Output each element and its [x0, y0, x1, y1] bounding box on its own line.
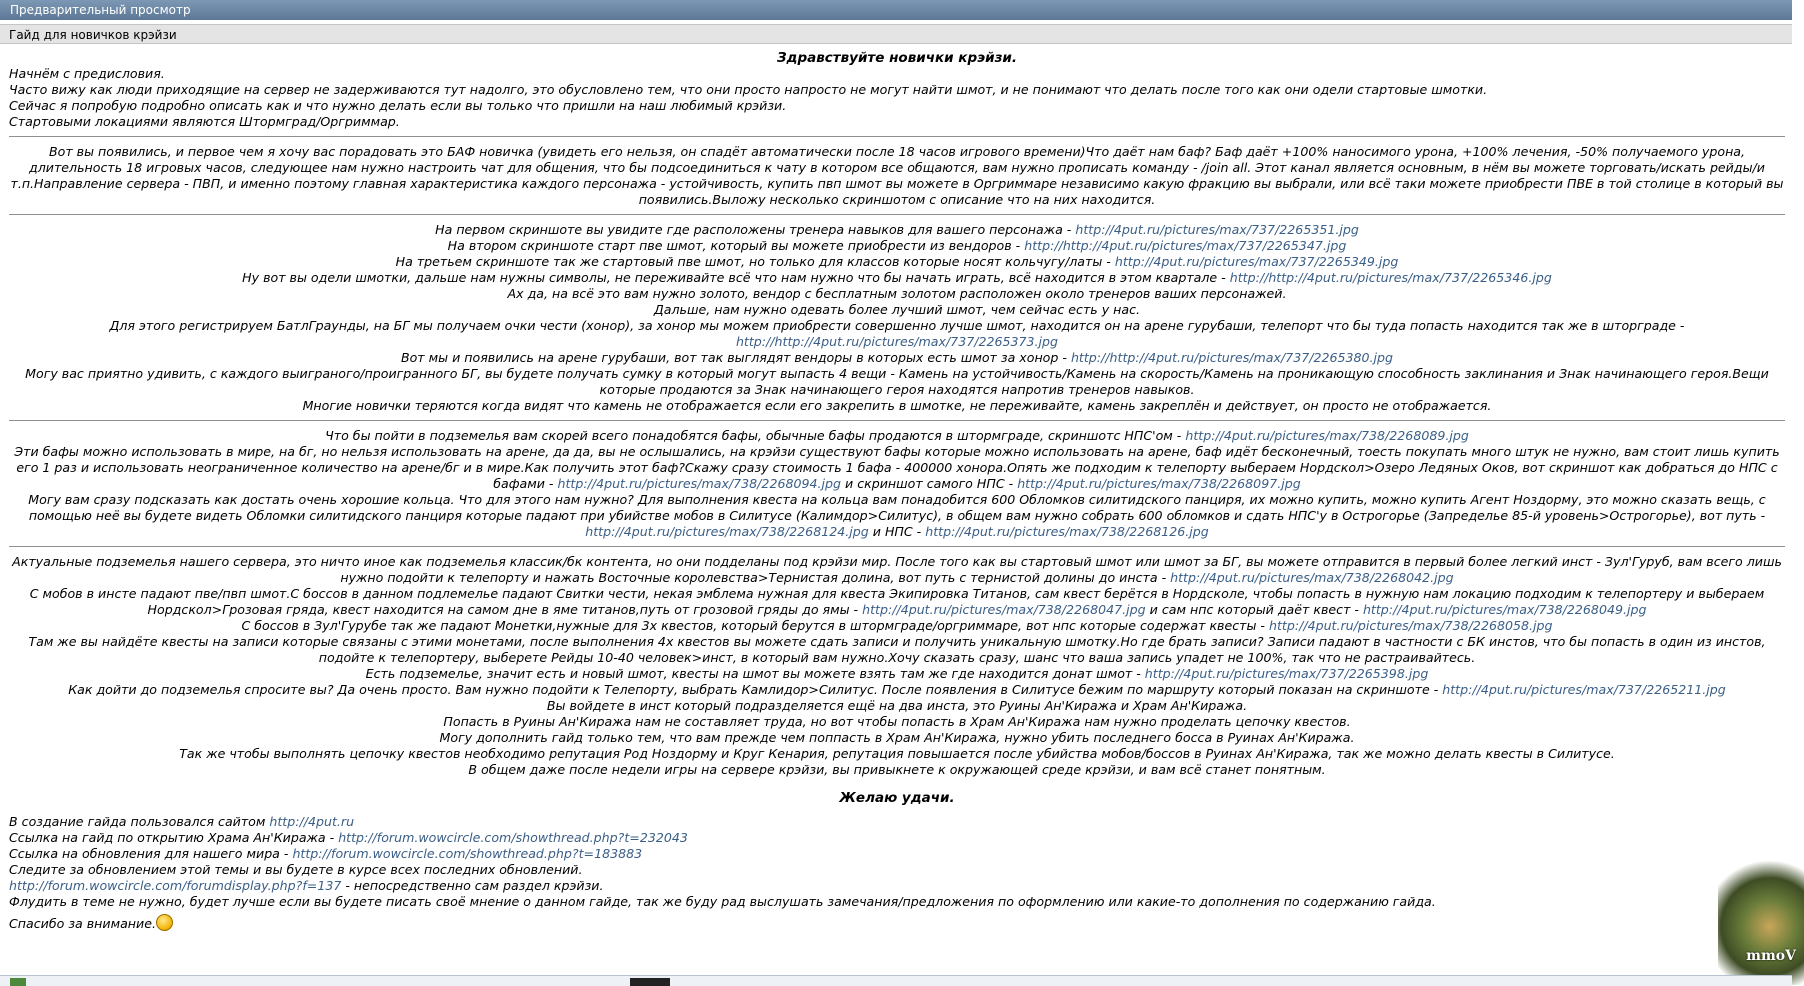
text-line: Актуальные подземелья нашего сервера, это ничто иное как подземелья классик/бк контента, но они подделаны под крэйзи мир. После того как вы стартовый шмот или шмот за БГ, вы можете отправится в первый более легкий инст - Зул'Гуруб, вам всего лишь нужно подойти к телепорту и нажать Восточные королевства>Тернистая долина, вот путь с тернистой долины до инста - http://4put.ru/pictures/max/738/2268042.jpg [12, 554, 1782, 585]
screenshot-link[interactable]: http://http://4put.ru/pictures/max/737/2265380.jpg [1070, 350, 1394, 365]
text-line: Могу дополнить гайд только тем, что вам прежде чем поппасть в Храм Ан'Киража, нужно убить последнего босса в Руинах Ан'Киража. [439, 730, 1355, 745]
section-screenshots [9, 222, 1785, 414]
section-buff: Вот вы появились, и первое чем я хочу вас порадовать это БАФ новичка (увидеть его нельзя, он спадёт автоматически после 18 часов игрового времени)Что даёт нам баф? Баф даёт +100% наносимого урона, +100% лечения, -50% получаемого урона, длительность 18 игровых часов, следующее нам нужно настроить чат для общения, что бы подсоединиться к чату в котором все общаются, вам нужно прописать команду - /join all. Этот канал является основным, в нём вы можете торговать/искать рейды/и т.п.Направление сервера - ПВП, и именно поэтому главная характеристика каждого персонажа - устойчивость, купить пвп шмот вы можете в Оргриммаре независимо какую фракцию вы выбрали, или всё таки можете приобрести ПВЕ в той столице в который вы появились.Выложу несколько скриншотом с описание что на них находится. [10, 144, 1784, 207]
divider [9, 214, 1785, 215]
screenshot-link[interactable]: http://4put.ru/pictures/max/738/2268047.jpg [862, 602, 1146, 617]
divider [9, 420, 1785, 421]
text-line: С боссов в Зул'Гурубе так же падают Монетки,нужные для 3х квестов, который берутся в штормграде/оргриммаре, вот нпс которые содержат квесты - http://4put.ru/pictures/max/738/2268058.jpg [241, 618, 1553, 633]
text-line: Спасибо за внимание. [9, 914, 1785, 932]
screenshot-link[interactable]: http://4put.ru/pictures/max/738/2268049.jpg [1362, 602, 1647, 617]
text-line: http://forum.wowcircle.com/forumdisplay.php?f=137 - непосредственно сам раздел крэйзи. [9, 878, 604, 893]
intro-block [9, 66, 1785, 130]
screenshot-link[interactable]: http://4put.ru/pictures/max/738/2268094.jpg [557, 476, 842, 491]
text-line: Так же чтобы выполнять цепочку квестов необходимо репутация Род Ноздорму и Круг Кенария, репутация повышается после убийства мобов/боссов в Руинах Ан'Киража, так же можно делать квесты в Силитусе. [179, 746, 1615, 761]
text-line: На первом скриншоте вы увидите где расположены тренера навыков для вашего персонажа - http://4put.ru/pictures/max/737/2265351.jpg [435, 222, 1359, 237]
screenshot-link[interactable]: http://4put.ru/pictures/max/738/2268124.jpg [585, 524, 869, 539]
screenshot-link[interactable]: http://4put.ru/pictures/max/738/2268097.jpg [1017, 476, 1301, 491]
text-line: Вы войдете в инст который подразделяется ещё на два инста, это Руины Ан'Киража и Храм Ан'Киража. [546, 698, 1248, 713]
screenshot-link[interactable]: http://4put.ru/pictures/max/738/2268089.jpg [1185, 428, 1469, 443]
greeting-heading: Здравствуйте новички крэйзи. [776, 50, 1018, 66]
post-body [9, 50, 1785, 932]
screenshot-link[interactable]: http://4put.ru/pictures/max/737/2265351.jpg [1075, 222, 1359, 237]
forum-section-link[interactable]: http://forum.wowcircle.com/forumdisplay.php?f=137 [9, 878, 342, 893]
text-line: Многие новички теряются когда видят что камень не отображается если его закрепить в шмотке, не переживайте, камень закреплён и действует, он просто не отображается. [302, 398, 1492, 413]
section-dungeons [9, 554, 1785, 778]
intro-line: Сейчас я попробую подробно описать как и что нужно делать если вы только что пришли на наш любимый крэйзи. [9, 98, 787, 113]
text-line: Ну вот вы одели шмотки, дальше нам нужны символы, не переживайте всё что нам нужно что бы начать играть, всё находится в этом квартале - http://http://4put.ru/pictures/max/737/2265346.jpg [242, 270, 1552, 285]
text-line: Там же вы найдёте квесты на записи которые связаны с этими монетами, после выполнения 4х квестов вы можете сдать записи и получить уникальную шмотку.Но где брать записи? Записи падают в частности с БК инстов, что бы попасть в один из инстов, подойте к телепортеру, выберете Рейды 10-40 человек>инст, в который вам нужно.Хочу сказать сразу, шанс что ваша запись упадет не 100%, так что не растраивайтесь. [28, 634, 1766, 665]
thread-title-bar: Гайд для новичков крэйзи [0, 24, 1792, 44]
text-line: Дальше, нам нужно одевать более лучший шмот, чем сейчас есть у нас. [653, 302, 1141, 317]
wish-heading: Желаю удачи. [839, 790, 955, 806]
text-line: Что бы пойти в подземелья вам скорей всего понадобятся бафы, обычные бафы продаются в штормграде, скриншотс НПС'ом - http://4put.ru/pictures/max/738/2268089.jpg [325, 428, 1469, 443]
text-line: В общем даже после недели игры на сервере крэйзи, вы привыкнете к окружающей среде крэйзи, и вам всё станет понятным. [468, 762, 1326, 777]
forum-link[interactable]: http://forum.wowcircle.com/showthread.php?t=232043 [338, 830, 688, 845]
text-line: Могу вас приятно удивить, с каждого выиграного/проигранного БГ, вы будете получать сумку в который могут выпасть 4 вещи - Камень на устойчивость/Камень на скорость/Камень на проникающую способность заклинания и Знак начинающего героя.Вещи которые продаются за Знак начинающего героя находятся напротив тренеров навыков. [25, 366, 1769, 397]
screenshot-link[interactable]: http://http://4put.ru/pictures/max/737/2265347.jpg [1024, 238, 1347, 253]
divider [9, 136, 1785, 137]
preview-titlebar: Предварительный просмотр [0, 0, 1792, 20]
smiley-icon [156, 914, 173, 931]
screenshot-link[interactable]: http://4put.ru/pictures/max/737/2265211.jpg [1442, 682, 1726, 697]
intro-line: Начнём с предисловия. [9, 66, 165, 81]
text-line: Вот мы и появились на арене гурубаши, вот так выглядят вендоры в которых есть шмот за хонор - http://http://4put.ru/pictures/max/737/2265380.jpg [400, 350, 1394, 365]
text-line: С мобов в инсте падают пве/пвп шмот.С боссов в данном подлемелье падают Свитки чести, некая эмблема нужная для квеста Экипировка Титанов, сам квест берётся в Нордсколе, чтобы попасть в нужную нам локацию подходим к телепортеру и выбераем Нордскол>Грозовая гряда, квест находится на самом дне в яме титанов,путь от грозовой гряды до ямы - http://4put.ru/pictures/max/738/2268047.jpg и сам нпс который даёт квест - http://4put.ru/pictures/max/738/2268049.jpg [29, 586, 1765, 617]
bottom-bar [0, 975, 1792, 986]
text-line: Следите за обновлением этой темы и вы будете в курсе всех последних обновлений. [9, 862, 583, 877]
text-line: Ах да, на всё это вам нужно золото, вендор с бесплатным золотом расположен около тренеров ваших персонажей. [507, 286, 1287, 301]
text-line: Для этого регистрируем БатлГраунды, на БГ мы получаем очки чести (хонор), за хонор мы можем приобрести совершенно лучше шмот, находится он на арене гурубаши, телепорт что бы туда попасть находится так же в шторграде - http://http://4put.ru/pictures/max/737/2265373.jpg [109, 318, 1685, 349]
text-line: На втором скриншоте старт пве шмот, который вы можете приобрести из вендоров - http://http://4put.ru/pictures/max/737/2265347.jpg [447, 238, 1347, 253]
text-line: Эти бафы можно использовать в мире, на бг, но нельзя использовать на арене, да да, вы не ослышались, на крэйзи существуют бафы которые можно использовать на арене, баф идёт бесконечный, тоесть покупать много штук не нужно, вам стоит лишь купить его 1 раз и использовать неограниченное количество на арене/бг и в мире.Как получить этот баф?Скажу сразу стоимость 1 бафа - 400000 хонора.Опять же подходим к телепорту выбераем Нордскол>Озеро Ледяных Оков, вот скриншот как добраться до НПС с бафами - http://4put.ru/pictures/max/738/2268094.jpg и скриншот самого НПС - http://4put.ru/pictures/max/738/2268097.jpg [14, 444, 1780, 491]
intro-line: Стартовыми локациями являются Штормград/Оргриммар. [9, 114, 400, 129]
text-line: Есть подземелье, значит есть и новый шмот, квесты на шмот вы можете взять там же где находится донат шмот - http://4put.ru/pictures/max/737/2265398.jpg [365, 666, 1429, 681]
screenshot-link[interactable]: http://4put.ru/pictures/max/738/2268058.jpg [1268, 618, 1553, 633]
screenshot-link[interactable]: http://4put.ru/pictures/max/738/2268126.jpg [925, 524, 1209, 539]
site-logo: mmoV [1746, 948, 1796, 964]
post-footer [9, 814, 1785, 932]
text-line: Как дойти до подземелья спросите вы? Да очень просто. Вам нужно подойти к Телепорту, выбрать Камлидор>Силитус. После появления в Силитусе бежим по маршруту который показан на скриншоте - http://4put.ru/pictures/max/737/2265211.jpg [68, 682, 1726, 697]
text-line: Могу вам сразу подсказать как достать очень хорошие кольца. Что для этого нам нужно? Для выполнения квеста на кольца вам понадобится 600 Обломков силитидского панциря, их можно купить, можно купить Агент Ноздорму, это можно сказать вещь, с помощью неё вы будете видеть Обломки силитидского панциря которые падают при убийстве мобов в Силитусе (Калимдор>Силитус), в общем вам нужно собрать 600 обломков и сдать НПС'у в Острогорье (Запределье 85-й уровень>Острогорье), вот путь - http://4put.ru/pictures/max/738/2268124.jpg и НПС - http://4put.ru/pictures/max/738/2268126.jpg [28, 492, 1766, 539]
screenshot-link[interactable]: http://4put.ru/pictures/max/738/2268042.jpg [1170, 570, 1454, 585]
forum-link[interactable]: http://forum.wowcircle.com/showthread.php?t=183883 [292, 846, 643, 861]
section-buffs-rings [9, 428, 1785, 540]
screenshot-link[interactable]: http://http://4put.ru/pictures/max/737/2265346.jpg [1229, 270, 1552, 285]
text-line: В создание гайда пользовался сайтом http://4put.ru [9, 814, 355, 829]
text-line: Ссылка на обновления для нашего мира - http://forum.wowcircle.com/showthread.php?t=183883 [9, 846, 643, 861]
divider [9, 546, 1785, 547]
screenshot-link[interactable]: http://4put.ru/pictures/max/737/2265398.jpg [1144, 666, 1429, 681]
intro-line: Часто вижу как люди приходящие на сервер не задерживаются тут надолго, это обусловлено тем, что они просто напросто не могут найти шмот, и не понимают что делать после того как они одели стартовые шмотки. [9, 82, 1488, 97]
site-link[interactable]: http://4put.ru [269, 814, 355, 829]
text-line: На третьем скриншоте так же стартовый пве шмот, но только для классов которые носят кольчугу/латы - http://4put.ru/pictures/max/737/2265349.jpg [395, 254, 1399, 269]
screenshot-link[interactable]: http://http://4put.ru/pictures/max/737/2265373.jpg [735, 334, 1059, 349]
text-line: Ссылка на гайд по открытию Храма Ан'Киража - http://forum.wowcircle.com/showthread.php?t=232043 [9, 830, 688, 845]
screenshot-link[interactable]: http://4put.ru/pictures/max/737/2265349.jpg [1114, 254, 1399, 269]
text-line: Попасть в Руины Ан'Киража нам не составляет труда, но вот чтобы попасть в Храм Ан'Киража нам нужно проделать цепочку квестов. [443, 714, 1351, 729]
character-artwork [1718, 855, 1804, 985]
text-line: Флудить в теме не нужно, будет лучше если вы будете писать своё мнение о данном гайде, так же буду рад выслушать замечания/предложения по оформлению или какие-то дополнения по содержанию гайда. [9, 894, 1436, 909]
